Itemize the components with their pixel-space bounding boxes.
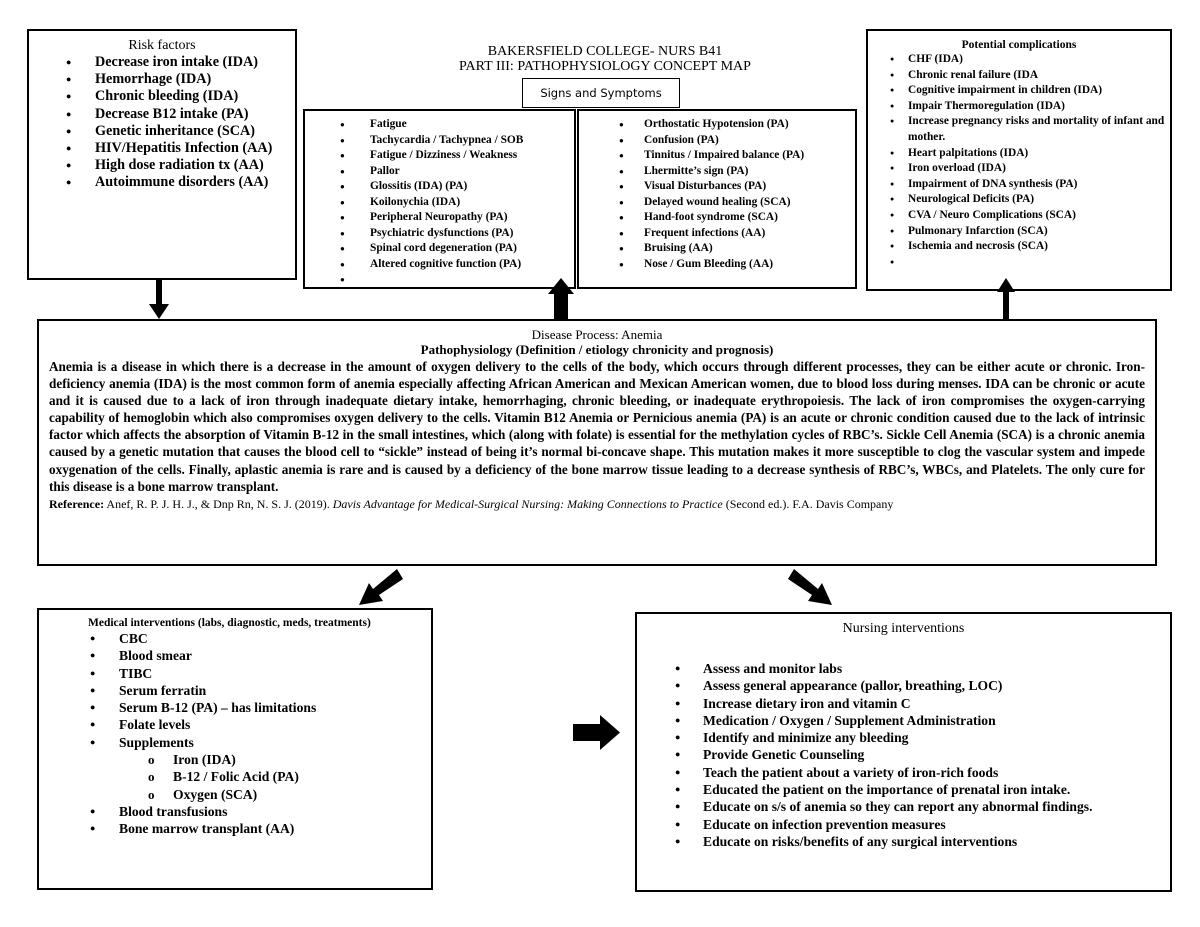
list-item: ● Cognitive impairment in children (IDA)	[868, 83, 1170, 99]
arrow-down-right-icon	[788, 567, 836, 607]
reference-label: Reference:	[49, 496, 105, 511]
list-item: ● Pallor	[305, 164, 574, 180]
list-item: ● Fatigue	[305, 117, 574, 133]
list-item: ● Koilonychia (IDA)	[305, 195, 574, 211]
list-item: ● Chronic renal failure (IDA	[868, 68, 1170, 84]
nursing-list	[637, 660, 1170, 850]
signs-right-list	[579, 117, 855, 272]
medical-interventions-title: Medical interventions (labs, diagnostic, meds, treatments)	[88, 617, 371, 629]
list-item: ● Assess and monitor labs	[637, 660, 1170, 677]
list-item: ● Psychiatric dysfunctions (PA)	[305, 226, 574, 242]
list-item: ● Neurological Deficits (PA)	[868, 192, 1170, 208]
list-item: ● Educate on s/s of anemia so they can report any abnormal findings.	[637, 798, 1170, 815]
list-item: ● Bruising (AA)	[579, 241, 855, 257]
list-item: ● High dose radiation tx (AA)	[29, 157, 295, 174]
list-item: ● Educate on infection prevention measures	[637, 816, 1170, 833]
reference	[49, 495, 1145, 513]
list-item: ● Decrease iron intake (IDA)	[29, 54, 295, 71]
list-item: ● Blood transfusions	[39, 803, 431, 820]
list-item: ● Nose / Gum Bleeding (AA)	[579, 257, 855, 273]
list-item: ● TIBC	[39, 665, 431, 682]
list-item: ● Lhermitte’s sign (PA)	[579, 164, 855, 180]
header-line-1: BAKERSFIELD COLLEGE- NURS B41	[487, 44, 723, 59]
list-item: ● Increase dietary iron and vitamin C	[637, 695, 1170, 712]
pathophysiology-paragraph: Anemia is a disease in which there is a decrease in the amount of oxygen delivery to the cells of the body, which occurs through different processes, they can be either acute or chronic. Iron-deficiency anemia (IDA) is the most common form of anemia especially affecting African American and Mexican American women, due to blood loss during menses. IDA can be chronic or acute and it is caused due to a lack of iron through inadequate dietary intake, hemorrhaging, chronic bleeding, or inadequate erythropoiesis. The lack of iron compromises the oxygen-carrying capability of hemoglobin which also compromises oxygen delivery to the cells. Vitamin B12 Anemia or Pernicious anemia (PA) is an acute or chronic condition caused due to the lack of intrinsic factor which affects the absorption of Vitamin B-12 in the small intestines, which (along with folate) is essential for the methylation cycles of RBC’s. Sickle Cell Anemia (SCA) is a chronic anemia caused by a genetic mutation that causes the blood cell to “sickle” instead of being it’s normal bi-concave shape. This mutation makes it more susceptible to clog the vascular system and impede oxygenation of the cells. Finally, aplastic anemia is rare and is caused by a deficiency of the bone marrow tissue leading to a decrease synthesis of RBC’s, WBCs, and Platelets. The only cure for this disease is a bone marrow transplant.	[49, 359, 1145, 494]
list-item: ● Impair Thermoregulation (IDA)	[868, 99, 1170, 115]
disease-process-box	[37, 319, 1157, 566]
medical-list-continued	[39, 803, 431, 838]
list-item: ● Serum ferratin	[39, 682, 431, 699]
reference-authors: Anef, R. P. J. H. J., & Dnp Rn, N. S. J. (2019).	[104, 496, 333, 511]
list-item: ● Educated the patient on the importance of prenatal iron intake.	[637, 781, 1170, 798]
medical-list	[39, 630, 431, 751]
list-item: ● Iron overload (IDA)	[868, 161, 1170, 177]
list-item: ● Spinal cord degeneration (PA)	[305, 241, 574, 257]
list-item: ● HIV/Hepatitis Infection (AA)	[29, 140, 295, 157]
arrow-up-icon	[996, 278, 1016, 320]
sub-list-item: o B-12 / Folic Acid (PA)	[173, 768, 431, 785]
list-item: ● Autoimmune disorders (AA)	[29, 174, 295, 191]
list-item: ● Peripheral Neuropathy (PA)	[305, 210, 574, 226]
list-item: ● Serum B-12 (PA) – has limitations	[39, 699, 431, 716]
header-line-2: PART III: PATHOPHYSIOLOGY CONCEPT MAP	[459, 59, 751, 74]
list-item: ● Medication / Oxygen / Supplement Administration	[637, 712, 1170, 729]
risk-factors-list	[29, 54, 295, 192]
list-item: ● Bone marrow transplant (AA)	[39, 820, 431, 837]
page-header	[415, 44, 795, 74]
list-item-empty	[305, 272, 574, 288]
list-item: ● Pulmonary Infarction (SCA)	[868, 224, 1170, 240]
list-item: ● Frequent infections (AA)	[579, 226, 855, 242]
arrow-down-icon	[148, 280, 170, 320]
medical-interventions-box	[37, 608, 433, 890]
list-item: ● Supplements	[39, 734, 431, 751]
list-item: ● Tachycardia / Tachypnea / SOB	[305, 133, 574, 149]
risk-factors-box	[27, 29, 297, 280]
list-item: ● Genetic inheritance (SCA)	[29, 123, 295, 140]
list-item: ● Visual Disturbances (PA)	[579, 179, 855, 195]
list-item: ● Identify and minimize any bleeding	[637, 729, 1170, 746]
list-item: ● Assess general appearance (pallor, breathing, LOC)	[637, 677, 1170, 694]
list-item: ● Heart palpitations (IDA)	[868, 146, 1170, 162]
risk-factors-title: Risk factors	[128, 38, 196, 53]
supplements-sublist	[173, 751, 431, 803]
complications-box	[866, 29, 1172, 291]
list-item: ● Altered cognitive function (PA)	[305, 257, 574, 273]
nursing-interventions-box	[635, 612, 1172, 892]
list-item: ● Hand-foot syndrome (SCA)	[579, 210, 855, 226]
list-item: ● CVA / Neuro Complications (SCA)	[868, 208, 1170, 224]
signs-left-box	[303, 109, 576, 289]
arrow-up-icon	[548, 278, 574, 320]
list-item: ● Blood smear	[39, 647, 431, 664]
list-item: ● Confusion (PA)	[579, 133, 855, 149]
list-item: ● Glossitis (IDA) (PA)	[305, 179, 574, 195]
arrow-down-left-icon	[355, 567, 405, 607]
reference-book-title: Davis Advantage for Medical-Surgical Nursing: Making Connections to Practice	[332, 496, 723, 511]
list-item: ● Fatigue / Dizziness / Weakness	[305, 148, 574, 164]
list-item: ● Orthostatic Hypotension (PA)	[579, 117, 855, 133]
sub-list-item: o Iron (IDA)	[173, 751, 431, 768]
list-item: ● Hemorrhage (IDA)	[29, 71, 295, 88]
list-item: ● Educate on risks/benefits of any surgical interventions	[637, 833, 1170, 850]
list-item: ● Provide Genetic Counseling	[637, 746, 1170, 763]
complications-list	[868, 52, 1170, 270]
list-item-empty	[868, 255, 1170, 271]
complications-title: Potential complications	[961, 39, 1077, 51]
list-item: ● Impairment of DNA synthesis (PA)	[868, 177, 1170, 193]
list-item: ● Decrease B12 intake (PA)	[29, 106, 295, 123]
disease-subtitle: Pathophysiology (Definition / etiology chronicity and prognosis)	[420, 342, 774, 357]
sub-list-item: o Oxygen (SCA)	[173, 786, 431, 803]
signs-symptoms-title: Signs and Symptoms	[522, 78, 680, 108]
list-item: ● Chronic bleeding (IDA)	[29, 88, 295, 105]
list-item: ● Tinnitus / Impaired balance (PA)	[579, 148, 855, 164]
list-item: ● CBC	[39, 630, 431, 647]
list-item: ● Folate levels	[39, 716, 431, 733]
arrow-right-icon	[573, 715, 621, 751]
list-item: ● Ischemia and necrosis (SCA)	[868, 239, 1170, 255]
signs-left-list	[305, 117, 574, 288]
disease-title: Disease Process: Anemia	[531, 327, 663, 342]
nursing-interventions-title: Nursing interventions	[842, 621, 965, 636]
list-item: ● Increase pregnancy risks and mortality of infant and mother.	[868, 114, 1170, 145]
reference-publisher: (Second ed.). F.A. Davis Company	[722, 496, 894, 511]
list-item: ● CHF (IDA)	[868, 52, 1170, 68]
signs-right-box	[577, 109, 857, 289]
list-item: ● Teach the patient about a variety of iron-rich foods	[637, 764, 1170, 781]
list-item: ● Delayed wound healing (SCA)	[579, 195, 855, 211]
